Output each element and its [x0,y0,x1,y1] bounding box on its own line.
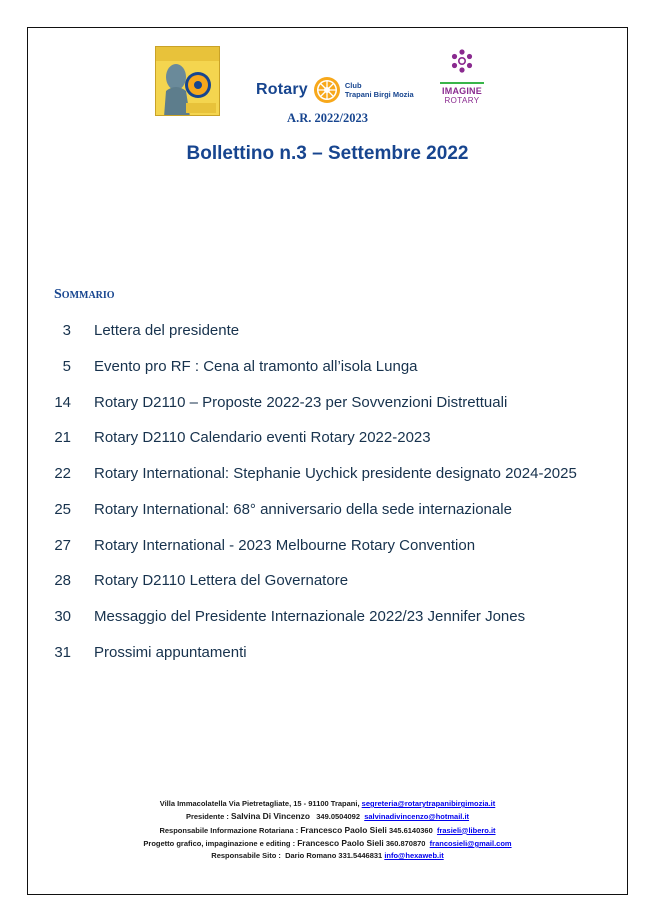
toc-title: Lettera del presidente [94,322,240,339]
president-name: Salvina Di Vincenzo [230,811,310,822]
club-logo [155,46,220,116]
imagine-word: IMAGINE [442,86,482,96]
president-email-link[interactable]: salvinadivincenzo@hotmail.it [364,812,470,822]
imagine-bar [440,82,484,84]
toc-title: Rotary International - 2023 Melbourne Rotary Convention [94,537,476,554]
imagine-rotary-logo [438,48,486,105]
toc-page: 27 [54,537,71,554]
toc-title: Evento pro RF : Cena al tramonto all’isola Lunga [94,358,418,375]
toc-page: 25 [54,501,71,518]
toc-page: 30 [54,608,71,625]
club-name: Trapani Birgi Mozia [344,90,414,99]
toc-page: 3 [62,322,71,339]
info-phone: 345.6140360 [388,825,433,835]
toc-page: 14 [54,394,71,411]
project-label: Progetto grafico, impaginazione e editing : [143,838,296,848]
site-email-link[interactable]: info@hexaweb.it [384,851,444,861]
rotary-wheel-icon [313,76,341,104]
rotary-club-logo [256,72,414,108]
toc-title: Rotary D2110 – Proposte 2022-23 per Sovvenzioni Distrettuali [94,394,508,411]
toc-page: 31 [54,644,71,661]
president-label: Presidente : [185,812,229,822]
project-name: Francesco Paolo Sieli [297,837,384,848]
rotary-year: A.R. 2022/2023 [287,111,368,125]
toc-page: 28 [54,572,71,589]
project-email-link[interactable]: francosieli@gmail.com [429,838,512,848]
toc-title: Rotary D2110 Lettera del Governatore [94,572,349,589]
toc-item[interactable] [0,322,655,346]
toc-title: Prossimi appuntamenti [94,644,247,661]
footer-president-line [0,810,655,823]
footer-info-line [0,824,655,837]
toc-item[interactable] [0,465,655,489]
club-label: Club [344,81,362,90]
toc-item[interactable] [0,429,655,453]
site-label: Responsabile Sito : [211,851,281,861]
toc-item[interactable] [0,501,655,525]
imagine-flower-icon [449,48,475,74]
page-title: Bollettino n.3 – Settembre 2022 [186,143,469,164]
toc-title: Rotary D2110 Calendario eventi Rotary 2022-2023 [94,429,431,446]
toc-item[interactable] [0,608,655,632]
toc-page: 21 [54,429,71,446]
footer-site-line [0,850,655,862]
imagine-rotary-word: ROTARY [444,96,480,105]
toc-item[interactable] [0,394,655,418]
toc-title: Messaggio del Presidente Internazionale 2022/23 Jennifer Jones [94,608,526,625]
toc-title: Rotary International: 68° anniversario della sede internazionale [94,501,512,518]
footer-project-line [0,837,655,850]
footer-address: Villa Immacolatella Via Pietretagliate, 15 - 91100 Trapani, [159,799,360,808]
site-name: Dario Romano [285,851,337,861]
info-name: Francesco Paolo Sieli [300,824,387,835]
info-label: Responsabile Informazione Rotariana : [159,825,299,835]
sommario-heading: Sommario [54,287,115,302]
secretary-email-link[interactable]: segreteria@rotarytrapanibirgimozia.it [361,799,496,808]
toc-page: 5 [62,358,71,375]
info-email-link[interactable]: frasieli@libero.it [436,825,496,835]
president-phone: 349.0504092 [316,812,361,822]
footer-address-line [0,798,655,810]
site-phone: 331.5446831 [338,851,383,861]
footer-credits [0,798,655,862]
toc-item[interactable] [0,644,655,668]
toc-item[interactable] [0,358,655,382]
project-phone: 360.870870 [385,838,426,848]
toc-item[interactable] [0,572,655,596]
rotary-wordmark: Rotary [256,81,308,98]
toc-page: 22 [54,465,71,482]
toc-item[interactable] [0,537,655,561]
toc-title: Rotary International: Stephanie Uychick presidente designato 2024-2025 [94,465,577,482]
